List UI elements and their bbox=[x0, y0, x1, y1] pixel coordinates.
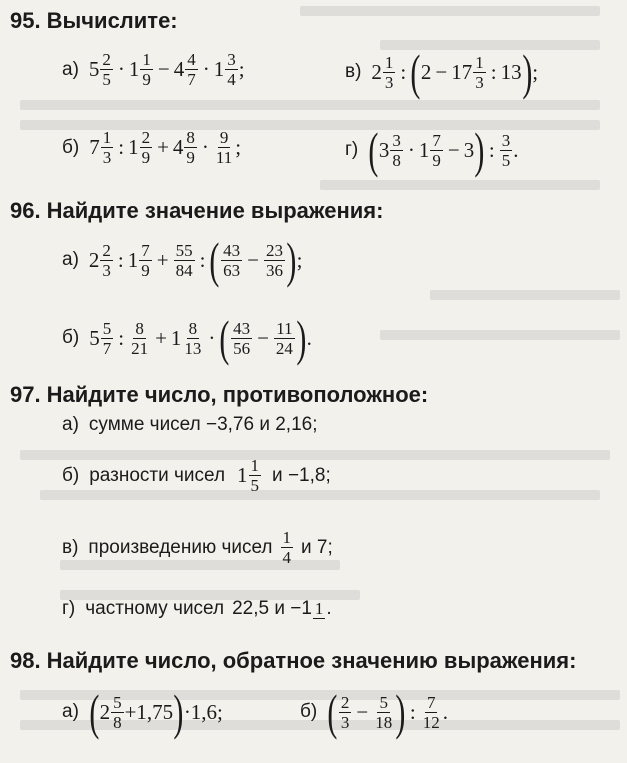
mixed-number: 4 $\frac{4}{7}$ bbox=[173, 50, 196, 89]
fraction: $\frac{55}{84}$ bbox=[175, 240, 193, 280]
mixed-number: 2 $\frac{5}{8}$ bbox=[99, 692, 122, 732]
fraction: $\frac{5}{8}$ bbox=[113, 692, 122, 732]
fraction: $\frac{2}{9}$ bbox=[141, 128, 151, 167]
mixed-number: 1 $\frac{2}{9}$ bbox=[128, 128, 151, 167]
label-b: б) bbox=[300, 701, 318, 722]
mixed-number: 2 $\frac{1}{3}$ bbox=[371, 52, 394, 92]
fraction: $\frac{1}{3}$ bbox=[102, 128, 112, 167]
mixed-number: 3 $\frac{3}{8}$ bbox=[378, 130, 401, 170]
problem-98-b: б) ( $\frac{2}{3}$ − $\frac{5}{18}$ ) : $\frac{7}{12}$ . bbox=[300, 684, 448, 740]
fraction: $\frac{8}{21}$ bbox=[131, 318, 149, 358]
fraction: 1 bbox=[314, 599, 324, 618]
problem-96-title: Найдите значение выражения: bbox=[46, 198, 384, 223]
fraction: $\frac{23}{36}$ bbox=[265, 240, 283, 280]
mixed-number: 5 $\frac{5}{7}$ bbox=[89, 318, 112, 358]
mixed-number: 1 $\frac{8}{13}$ bbox=[170, 318, 202, 358]
label-a: а) bbox=[62, 58, 79, 80]
problem-97-b: б) разности чисел 1 $\frac{1}{5}$ и −1,8; bbox=[62, 456, 331, 495]
fraction: $\frac{3}{8}$ bbox=[392, 130, 401, 170]
mixed-number: 1 $\frac{1}{5}$ bbox=[237, 456, 260, 495]
fraction: $\frac{7}{9}$ bbox=[432, 130, 441, 170]
mixed-number: 17 $\frac{1}{3}$ bbox=[451, 52, 484, 92]
problem-95-title: Вычислите: bbox=[46, 8, 178, 33]
problem-97-title: Найдите число, противоположное: bbox=[46, 382, 429, 407]
fraction: $\frac{43}{56}$ bbox=[233, 318, 251, 358]
label-a: а) bbox=[62, 414, 79, 435]
fraction: $\frac{9}{11}$ bbox=[215, 128, 233, 167]
problem-98-title: Найдите число, обратное значению выражения: bbox=[46, 648, 577, 673]
problem-97-g: г) частному чисел 22,5 и −1 1 . bbox=[62, 598, 332, 619]
problem-98-heading bbox=[10, 648, 576, 674]
problem-97-a-text: сумме чисел −3,76 и 2,16; bbox=[88, 414, 318, 435]
fraction: $\frac{8}{9}$ bbox=[186, 128, 195, 167]
fraction: $\frac{1}{5}$ bbox=[250, 456, 260, 495]
problem-95-heading bbox=[10, 8, 178, 34]
mixed-number: 4 $\frac{8}{9}$ bbox=[172, 128, 195, 167]
fraction: $\frac{43}{63}$ bbox=[223, 240, 241, 280]
label-a: а) bbox=[62, 249, 79, 270]
label-a: а) bbox=[62, 701, 79, 722]
problem-97-number: 97. bbox=[10, 382, 41, 407]
mixed-number: 1 $\frac{7}{9}$ bbox=[127, 240, 150, 280]
mixed-number: 1 $\frac{7}{9}$ bbox=[418, 130, 441, 170]
problem-95-v: в) 2 $\frac{1}{3}$ : ( 2 − 17 $\frac{1}{3}$ : 13 ) ; bbox=[345, 44, 539, 100]
fraction: $\frac{1}{3}$ bbox=[384, 52, 394, 92]
fraction: $\frac{1}{4}$ bbox=[282, 528, 292, 567]
label-g: г) bbox=[345, 139, 359, 160]
fraction: $\frac{2}{5}$ bbox=[102, 50, 111, 89]
fraction: $\frac{1}{3}$ bbox=[475, 52, 484, 92]
problem-98-number: 98. bbox=[10, 648, 41, 673]
label-v: в) bbox=[345, 61, 362, 82]
mixed-number: 5 $\frac{2}{5}$ bbox=[88, 50, 111, 89]
mixed-number: 2 $\frac{2}{3}$ bbox=[88, 240, 111, 280]
problem-98-a: а) ( 2 $\frac{5}{8}$ +1,75 ) ·1,6; bbox=[62, 684, 223, 740]
fraction: $\frac{5}{18}$ bbox=[375, 692, 393, 732]
fraction: $\frac{1}{9}$ bbox=[142, 50, 151, 89]
label-b: б) bbox=[62, 136, 80, 158]
label-v: в) bbox=[62, 536, 79, 558]
problem-95-number: 95. bbox=[10, 8, 41, 33]
label-b: б) bbox=[62, 327, 80, 348]
mixed-number: 7 $\frac{1}{3}$ bbox=[89, 128, 112, 167]
fraction: $\frac{11}{24}$ bbox=[275, 318, 293, 358]
problem-96-a: а) 2 $\frac{2}{3}$ : 1 $\frac{7}{9}$ + $\frac{55}{84}$ : ( $\frac{43}{63}$ − $\frac{23}{36}$ ) ; bbox=[62, 232, 303, 288]
fraction: $\frac{2}{3}$ bbox=[102, 240, 111, 280]
fraction: $\frac{3}{5}$ bbox=[501, 130, 511, 170]
fraction: $\frac{7}{12}$ bbox=[422, 692, 440, 732]
problem-95-g: г) ( 3 $\frac{3}{8}$ · 1 $\frac{7}{9}$ − 3 ) : $\frac{3}{5}$ . bbox=[345, 122, 519, 178]
fraction: $\frac{2}{3}$ bbox=[340, 692, 350, 732]
problem-97-v: в) произведению чисел $\frac{1}{4}$ и 7; bbox=[62, 528, 333, 567]
fraction: $\frac{4}{7}$ bbox=[187, 50, 196, 89]
mixed-number: 1 $\frac{1}{9}$ bbox=[128, 50, 151, 89]
label-g: г) bbox=[62, 598, 76, 619]
fraction: $\frac{8}{13}$ bbox=[184, 318, 202, 358]
problem-96-b: б) 5 $\frac{5}{7}$ : $\frac{8}{21}$ + 1 $\frac{8}{13}$ · ( $\frac{43}{56}$ − $\frac{11}{24}$ ) . bbox=[62, 310, 312, 366]
mixed-number: 1 $\frac{3}{4}$ bbox=[213, 50, 236, 89]
fraction: $\frac{5}{7}$ bbox=[102, 318, 112, 358]
problem-97-a bbox=[62, 414, 317, 436]
problem-96-heading bbox=[10, 198, 383, 224]
problem-97-heading bbox=[10, 382, 428, 408]
fraction: $\frac{3}{4}$ bbox=[227, 50, 236, 89]
problem-96-number: 96. bbox=[10, 198, 41, 223]
problem-95-a: а) 5 $\frac{2}{5}$ · 1 $\frac{1}{9}$ − 4 $\frac{4}{7}$ · 1 $\frac{3}{4}$ ; bbox=[62, 50, 245, 89]
fraction: $\frac{7}{9}$ bbox=[141, 240, 150, 280]
problem-95-b: б) 7 $\frac{1}{3}$ : 1 $\frac{2}{9}$ + 4 $\frac{8}{9}$ · $\frac{9}{11}$ ; bbox=[62, 128, 242, 167]
label-b: б) bbox=[62, 464, 80, 486]
